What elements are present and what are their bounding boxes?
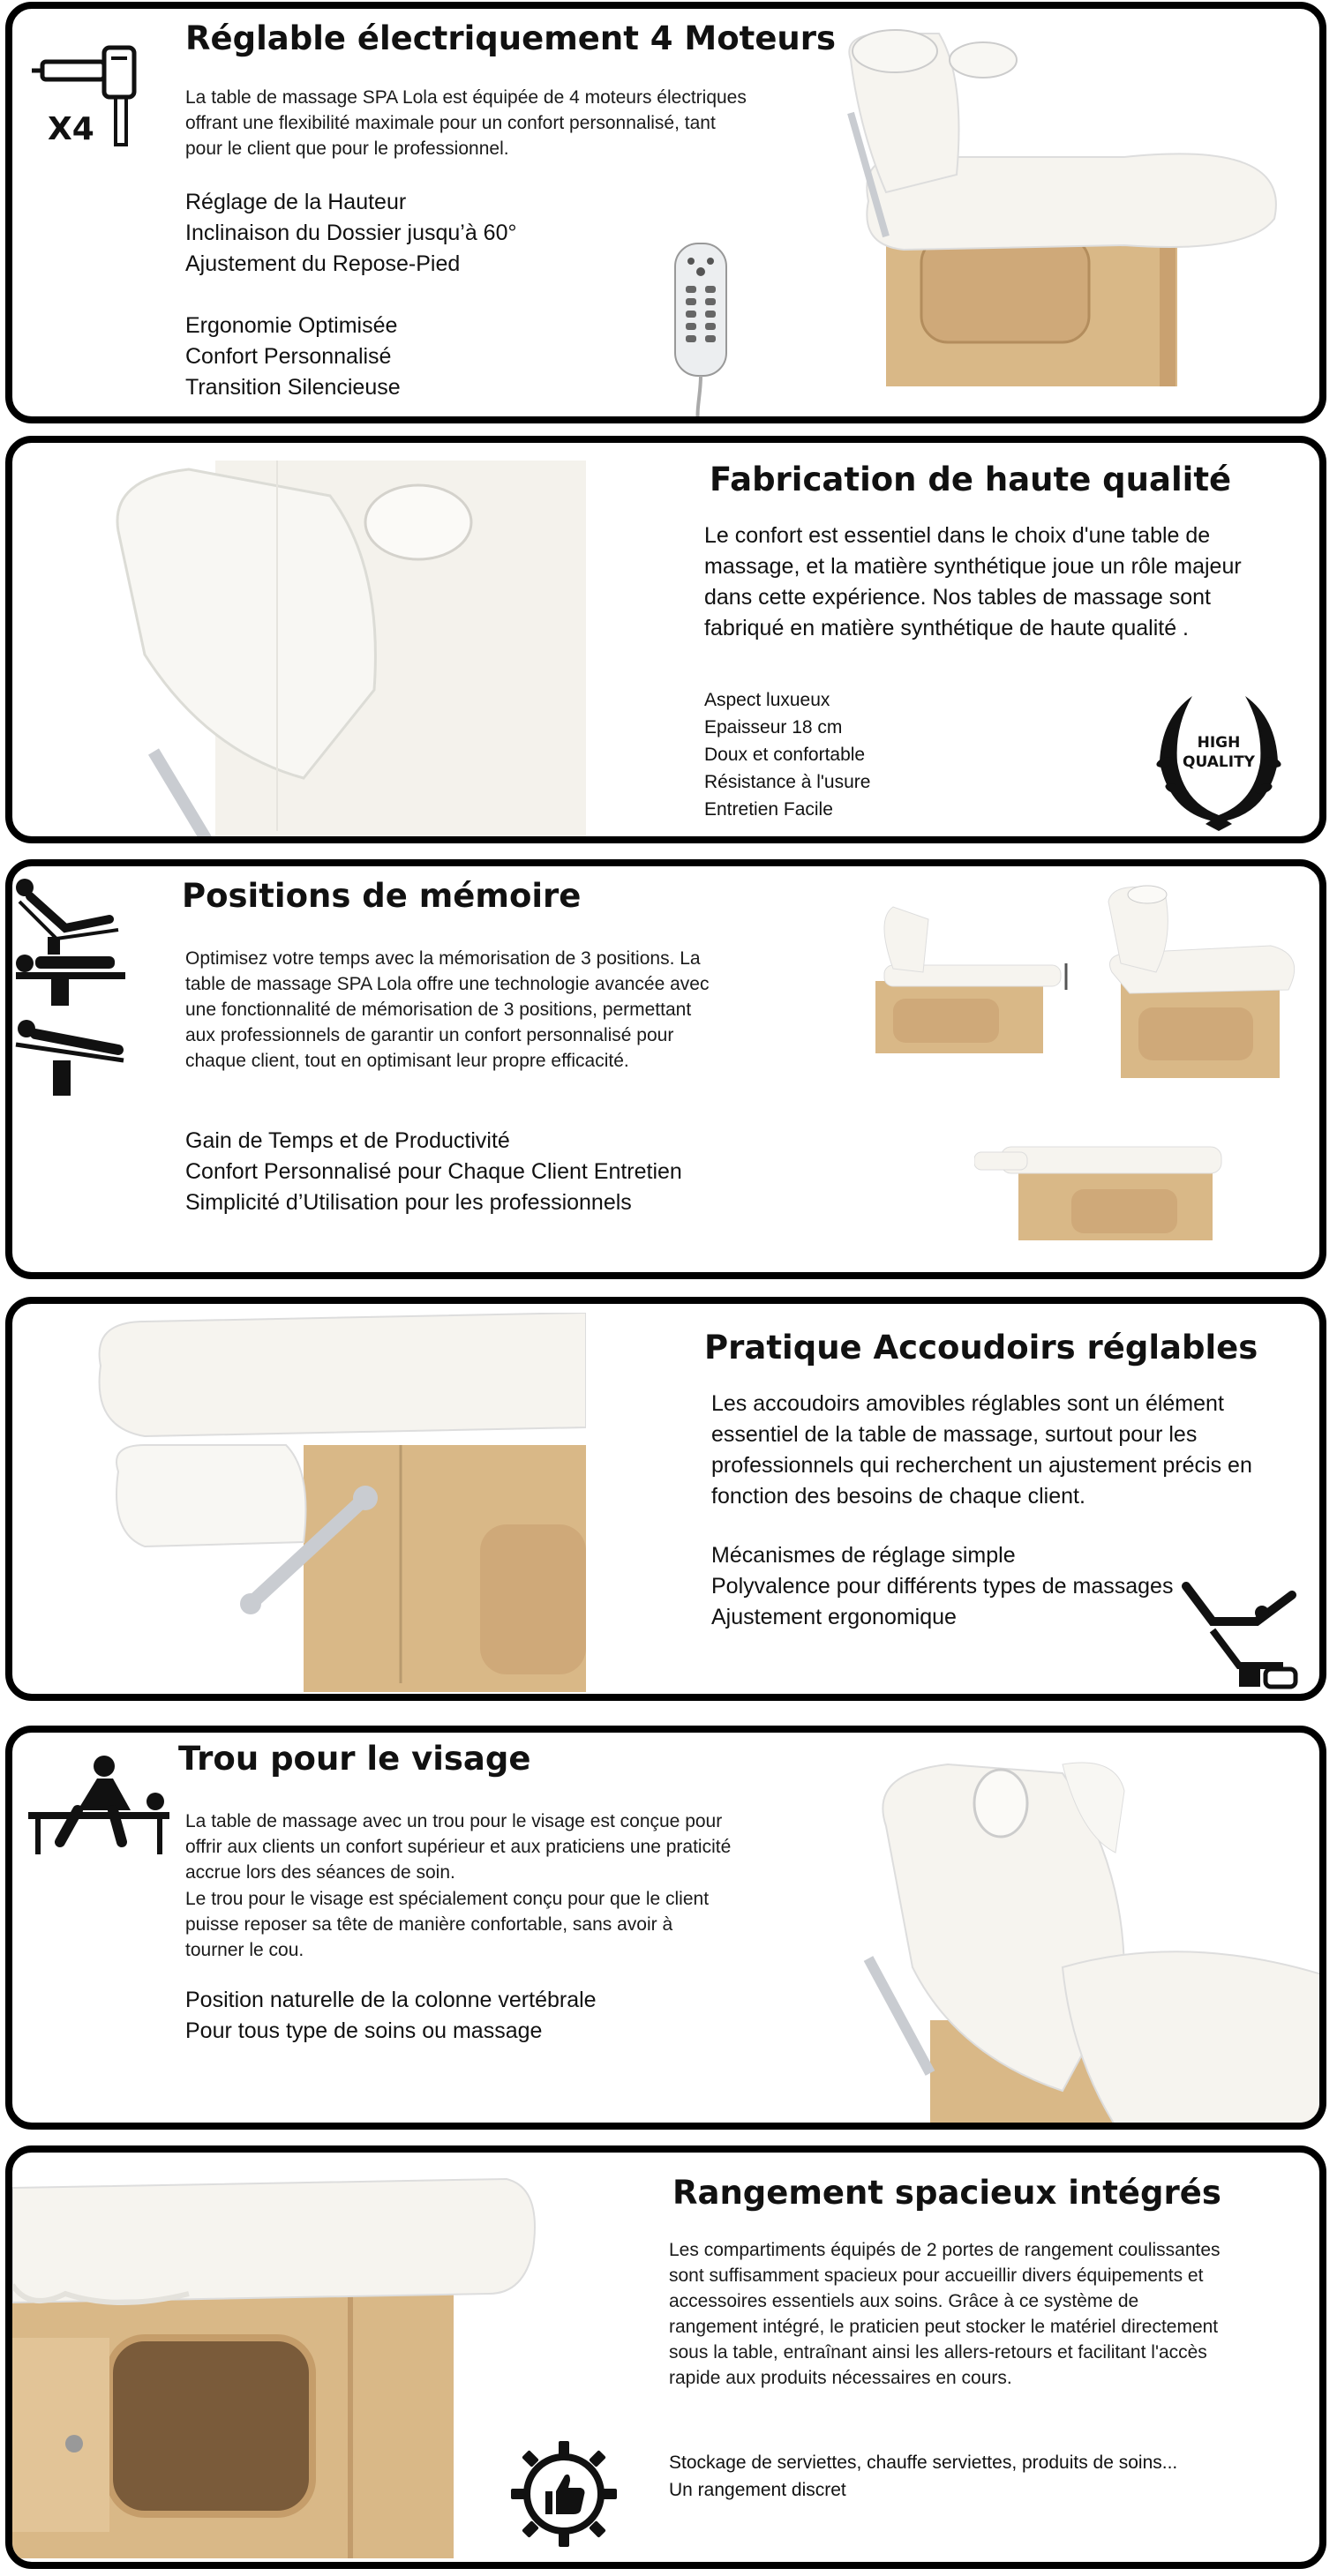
feature-list: [669, 2449, 1287, 2504]
product-photo-position-reclined: [1094, 884, 1306, 1087]
list-item: Entretien Facile: [704, 799, 833, 820]
motor-count-badge: X4: [48, 111, 94, 147]
product-photo-position-sitting: [867, 902, 1078, 1060]
section-memory-positions: [5, 859, 1326, 1279]
section-title: Rangement spacieux intégrés: [672, 2174, 1221, 2212]
list-item: Stockage de serviettes, chauffe serviettes, produits de soins...: [669, 2452, 1178, 2473]
list-item: Epaisseur 18 cm: [704, 717, 843, 738]
list-item: Ergonomie Optimisée: [185, 313, 398, 338]
list-item: Doux et confortable: [704, 745, 866, 765]
product-photo-cushion-closeup: [12, 461, 595, 840]
inclined-position-icon: [12, 1016, 127, 1096]
section-title: Positions de mémoire: [182, 877, 582, 915]
remote-control-icon: [670, 240, 732, 423]
list-item: Polyvalence pour différents types de massages: [711, 1574, 1174, 1599]
list-item: Pour tous type de soins ou massage: [185, 2018, 543, 2043]
badge-text-high: HIGH: [1197, 734, 1241, 752]
section-description: La table de massage SPA Lola est équipée de 4 moteurs électriques offrant une flexibilité maximale pour un confort personnalisé, tant pour le client que pour le professionnel.: [185, 87, 747, 159]
product-photo-face-hole: [833, 1756, 1326, 2126]
feature-list: [185, 1126, 821, 1218]
section-title: Réglable électriquement 4 Moteurs: [185, 19, 837, 57]
section-description-2: Le trou pour le visage est spécialement conçu pour que le client puisse reposer sa tête de manière confortable, sans avoir à tourner le cou.: [185, 1889, 710, 1960]
list-item: Gain de Temps et de Productivité: [185, 1128, 510, 1153]
section-face-hole: [5, 1726, 1326, 2130]
section-description: Les accoudoirs amovibles réglables sont un élément essentiel de la table de massage, surtout pour les professionnels qui recherchent un ajustement précis en fonction des besoins de chaque client.: [711, 1391, 1252, 1509]
reclined-position-icon: [12, 875, 127, 955]
section-title: Trou pour le visage: [178, 1740, 531, 1778]
product-photo-table-reclined: [833, 25, 1301, 404]
flat-position-icon: [12, 953, 127, 1006]
badge-text-quality: QUALITY: [1183, 753, 1255, 771]
product-photo-storage: [12, 2161, 542, 2567]
list-item: Mécanismes de réglage simple: [711, 1543, 1016, 1568]
section-title: Fabrication de haute qualité: [710, 461, 1232, 498]
list-item: Confort Personnalisé pour Chaque Client Entretien: [185, 1159, 682, 1184]
section-armrests: [5, 1297, 1326, 1701]
feature-list: [704, 686, 1022, 823]
high-quality-badge: [1144, 683, 1294, 833]
section-description: Le confort est essentiel dans le choix d'une table de massage, et la matière synthétique joue un rôle majeur dans cette expérience. Nos tables de massage sont fabriqué en matière synthétique de haute qualité .: [704, 523, 1242, 640]
list-item: Inclinaison du Dossier jusqu’à 60°: [185, 221, 517, 245]
list-item: Ajustement du Repose-Pied: [185, 251, 461, 276]
list-item: Un rangement discret: [669, 2480, 846, 2500]
section-motors: [5, 2, 1326, 423]
list-item: Ajustement ergonomique: [711, 1605, 957, 1629]
section-title: Pratique Accoudoirs réglables: [704, 1329, 1258, 1367]
section-description: La table de massage avec un trou pour le visage est conçue pour offrir aux clients un confort supérieur et aux praticiens une praticité accrue lors des séances de soin.: [185, 1811, 732, 1883]
feature-list: [185, 1985, 732, 2047]
list-item: Simplicité d’Utilisation pour les professionnels: [185, 1190, 632, 1215]
feature-list-benefits: [185, 311, 680, 403]
product-photo-position-flat: [974, 1140, 1230, 1246]
section-description: Les compartiments équipés de 2 portes de rangement coulissantes sont suffisamment spacieux pour accueillir divers équipements et accessoires essentiels aux soins. Grâce à ce système de rangement intégré, le praticien peut stocker le matériel directement sous la table, entraînant ainsi les allers-retours et facilitant l'accès rapide aux produits nécessaires en cours.: [669, 2240, 1221, 2388]
list-item: Confort Personnalisé: [185, 344, 392, 369]
massage-therapist-icon: [25, 1754, 175, 1860]
feature-list: [711, 1540, 1258, 1633]
list-item: Position naturelle de la colonne vertébrale: [185, 1988, 597, 2012]
massage-chair-icon: [1177, 1577, 1318, 1692]
section-quality: [5, 436, 1326, 843]
list-item: Aspect luxueux: [704, 690, 830, 710]
gear-thumbs-up-icon: [507, 2437, 621, 2551]
list-item: Transition Silencieuse: [185, 375, 401, 400]
list-item: Réglage de la Hauteur: [185, 190, 407, 214]
feature-list-adjustments: [185, 187, 680, 280]
section-description: Optimisez votre temps avec la mémorisation de 3 positions. La table de massage SPA Lola offre une technologie avancée avec une fonctionnalité de mémorisation de 3 positions, permettant aux professionnels de garantir un confort personnalisé pour chaque client, tout en optimisant leur propre efficacité.: [185, 948, 710, 1071]
list-item: Résistance à l'usure: [704, 772, 871, 792]
section-storage: [5, 2145, 1326, 2569]
product-photo-armrest: [92, 1313, 586, 1692]
